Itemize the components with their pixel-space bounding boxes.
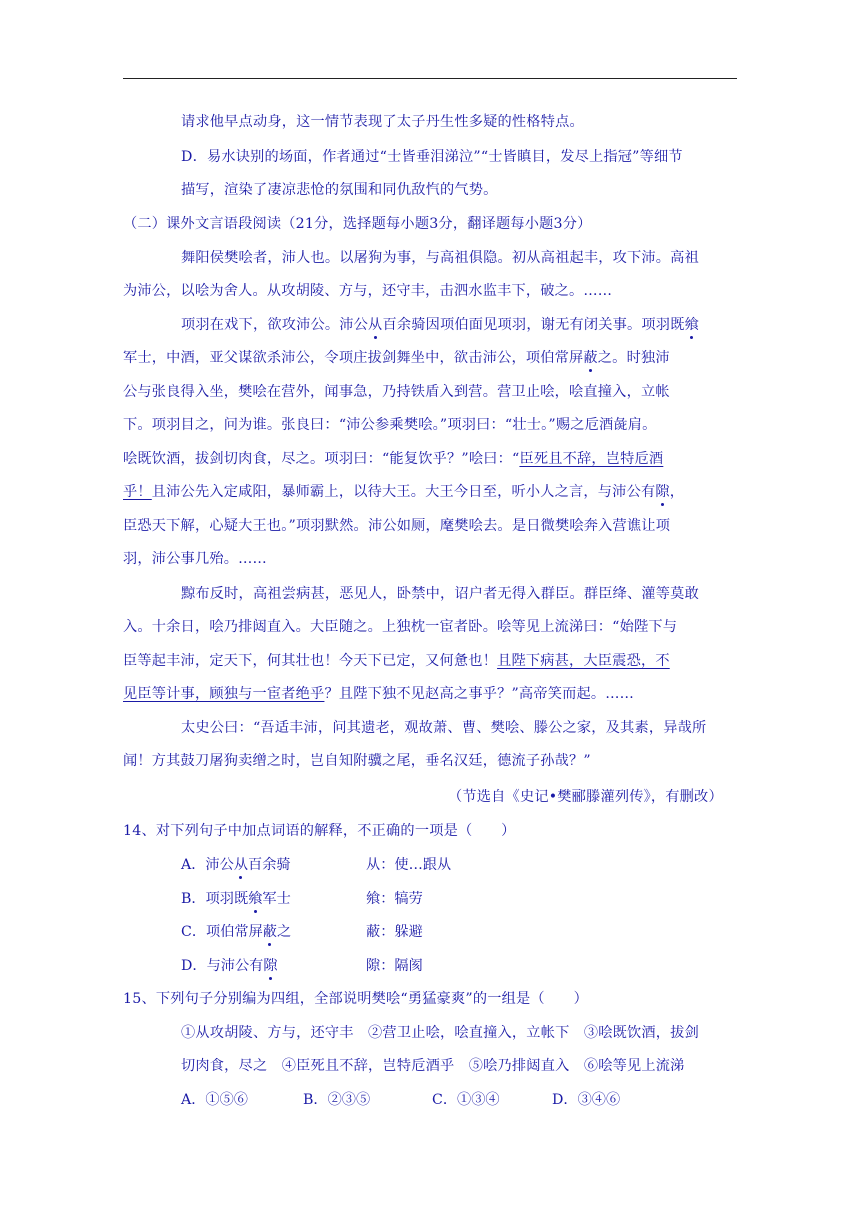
- text-line: 乎！且沛公先入定咸阳，暴师霸上，以待大王。大王今日至，听小人之言，与沛公有隙，: [123, 484, 685, 500]
- underlined-sentence: 见臣等计事，顾独与一宦者绝乎: [123, 686, 325, 702]
- dotted-word: 飨: [248, 890, 263, 907]
- dotted-word: 从: [233, 857, 249, 873]
- dotted-word: 从: [368, 317, 383, 333]
- q14-gloss-b: 飨：犒劳: [366, 890, 423, 907]
- text-line: 哙既饮酒，拔剑切肉食，尽之。项羽曰：“能复饮乎？”哙曰：“臣死且不辞，岂特卮酒: [123, 451, 664, 467]
- text-line: 羽，沛公事几殆。……: [123, 551, 267, 567]
- question-15: 15、下列句子分别编为四组，全部说明樊哙“勇猛豪爽”的一组是（ ）: [123, 991, 588, 1007]
- q15-option-b: B．②③⑤: [303, 1092, 371, 1108]
- text-line: 描写，渲染了凄凉悲怆的氛围和同仇敌忾的气势。: [181, 182, 498, 198]
- text-line: 入。十余日，哙乃排闼直入。大臣随之。上独枕一宦者卧。哙等见上流涕曰：“始陛下与: [123, 619, 678, 635]
- q14-gloss-a: 从：使…跟从: [366, 857, 452, 873]
- q15-option-a: A．①⑤⑥: [181, 1092, 248, 1108]
- section-heading: （二）课外文言语段阅读（21分，选择题每小题3分，翻译题每小题3分）: [123, 216, 592, 232]
- text-line: D．易水诀别的场面，作者通过“士皆垂泪涕泣”“士皆瞋目，发尽上指冠”等细节: [181, 149, 683, 165]
- dotted-word: 蔽: [262, 924, 277, 940]
- dotted-word: 蔽: [583, 350, 598, 366]
- text-line: ①从攻胡陵、方与，还守丰 ②营卫止哙，哙直撞入，立帐下 ③哙既饮酒，拔剑: [181, 1025, 699, 1041]
- text-line: 公与张良得入坐，樊哙在营外，闻事急，乃持铁盾入到营。营卫止哙，哙直撞入，立帐: [123, 384, 670, 400]
- text-line: 请求他早点动身，这一情节表现了太子丹生性多疑的性格特点。: [181, 114, 584, 130]
- q15-option-d: D．③④⑥: [552, 1092, 621, 1108]
- q14-option-d: D．与沛公有隙: [181, 957, 278, 974]
- text-line: 下。项羽目之，问为谁。张良曰：“沛公参乘樊哙。”项羽曰：“壮士。”赐之卮酒彘肩。: [123, 417, 657, 433]
- text-line: 闻！方其鼓刀屠狗卖缯之时，岂自知附骥之尾，垂名汉廷，德流子孙哉？”: [123, 753, 591, 769]
- text-line: 太史公曰：“吾适丰沛，问其遗老，观故萧、曹、樊哙、滕公之家，及其素，异哉所: [181, 720, 707, 736]
- text-line: 黥布反时，高祖尝病甚，恶见人，卧禁中，诏户者无得入群臣。群臣绛、灌等莫敢: [181, 586, 699, 602]
- q14-option-c: C．项伯常屏蔽之: [181, 924, 292, 940]
- dotted-word: 飨: [684, 317, 699, 333]
- underlined-sentence: 且陛下病甚，大臣震恐，不: [497, 653, 670, 669]
- text-line: 见臣等计事，顾独与一宦者绝乎？且陛下独不见赵高之事乎？”高帝笑而起。……: [123, 686, 635, 702]
- q14-option-a: A．沛公从百余骑: [181, 857, 291, 873]
- dotted-word: 隙: [263, 957, 278, 974]
- text-line: 军士，中酒，亚父谋欲杀沛公，令项庄拔剑舞坐中，欲击沛公，项伯常屏蔽之。时独沛: [123, 350, 670, 366]
- text-line: 臣恐天下解，心疑大王也。”项羽默然。沛公如厕，麾樊哙去。是日微樊哙奔入营谯让项: [123, 518, 671, 534]
- q14-option-b: B．项羽既飨军士: [181, 890, 291, 907]
- underlined-sentence: 臣死且不辞，岂特卮酒: [519, 451, 664, 467]
- underlined-sentence: 乎！: [123, 484, 152, 500]
- text-line: 切肉食，尽之 ④臣死且不辞，岂特卮酒乎 ⑤哙乃排闼直入 ⑥哙等见上流涕: [181, 1058, 685, 1074]
- header-rule: [123, 78, 737, 79]
- question-14: 14、对下列句子中加点词语的解释，不正确的一项是（ ）: [123, 823, 516, 839]
- q14-gloss-c: 蔽：躲避: [366, 924, 423, 940]
- q14-gloss-d: 隙：隔阂: [366, 957, 423, 974]
- text-line: 项羽在戏下，欲攻沛公。沛公从百余骑因项伯面见项羽，谢无有闭关事。项羽既飨: [181, 317, 699, 333]
- source-citation: （节选自《史记•樊郦滕灌列传》，有删改）: [448, 789, 723, 805]
- text-line: 舞阳侯樊哙者，沛人也。以屠狗为事，与高祖俱隐。初从高祖起丰，攻下沛。高祖: [181, 250, 699, 266]
- text-line: 为沛公，以哙为舍人。从攻胡陵、方与，还守丰，击泗水监丰下，破之。……: [123, 283, 613, 299]
- text-line: 臣等起丰沛，定天下，何其壮也！今天下已定，又何惫也！且陛下病甚，大臣震恐，不: [123, 653, 670, 669]
- q15-option-c: C．①③④: [432, 1092, 500, 1108]
- dotted-word: 隙: [655, 484, 670, 500]
